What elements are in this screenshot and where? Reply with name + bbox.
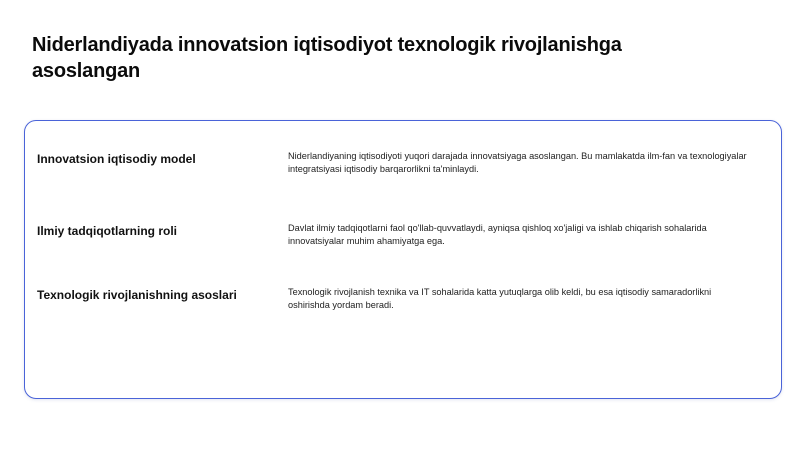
- row-description: Niderlandiyaning iqtisodiyoti yuqori darajada innovatsiyaga asoslangan. Bu mamlakatda ilm-fan va texnologiyalar integratsiyasi iqtisodiy barqarorlikni ta'minlaydi.: [288, 151, 747, 174]
- row-heading: Ilmiy tadqiqotlarning roli: [37, 224, 178, 238]
- row-description: Davlat ilmiy tadqiqotlarni faol qo'llab-quvvatlaydi, ayniqsa qishloq xo'jaligi va ishlab chiqarish sohalarida innovatsiyalar muhim ahamiyatga ega.: [288, 223, 707, 246]
- row-heading: Texnologik rivojlanishning asoslari: [37, 288, 237, 302]
- row-heading: Innovatsion iqtisodiy model: [37, 152, 196, 166]
- content-card: [24, 120, 782, 399]
- row-description: Texnologik rivojlanish texnika va IT sohalarida katta yutuqlarga olib keldi, bu esa iqtisodiy samaradorlikni oshirishda yordam beradi.: [288, 287, 712, 310]
- page-title: Niderlandiyada innovatsion iqtisodiyot texnologik rivojlanishga asoslangan: [32, 34, 622, 82]
